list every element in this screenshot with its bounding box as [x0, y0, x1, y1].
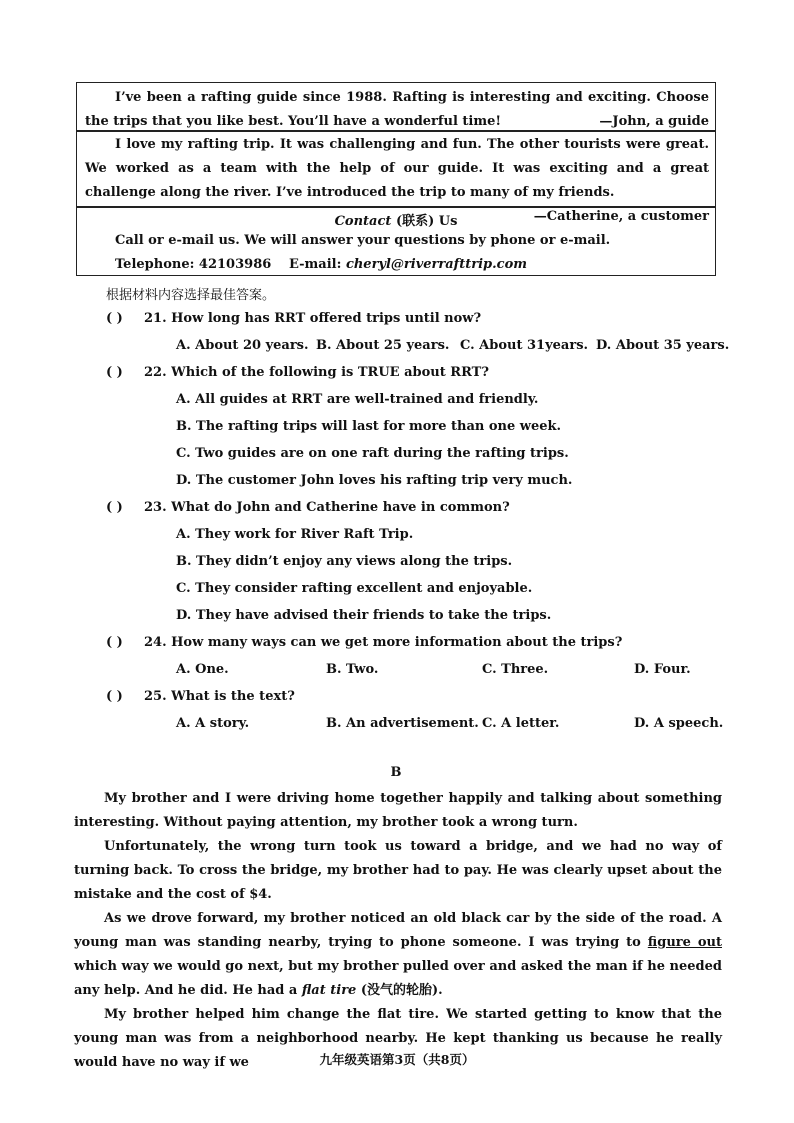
q24-option-c: C. Three. [482, 662, 549, 677]
contact-line: Call or e-mail us. We will answer your questions by phone or e-mail. [115, 233, 611, 248]
question-21-stem: 21. How long has RRT offered trips until now? [144, 311, 482, 326]
question-22-bracket[interactable]: ( ) [106, 365, 123, 380]
passage-b-paragraph-1: My brother and I were driving home together happily and talking about something interesting. Without paying attention, my brother took a wrong turn. [74, 791, 722, 830]
q21-option-c: C. About 31years. [460, 338, 589, 353]
q25-option-b: B. An advertisement. [326, 716, 479, 731]
q21-option-a: A. About 20 years. [176, 338, 309, 353]
guide-quote-text: I’ve been a rafting guide since 1988. Rafting is interesting and exciting. Choose the trips that you like best. You’ll have a wonderful time! [85, 90, 709, 129]
q21-option-b: B. About 25 years. [316, 338, 450, 353]
q23-option-b: B. They didn’t enjoy any views along the trips. [176, 554, 513, 569]
q24-option-a: A. One. [176, 662, 229, 677]
underlined-phrase: figure out [647, 935, 722, 950]
q22-option-a: A. All guides at RRT are well-trained and friendly. [176, 392, 539, 407]
question-24-bracket[interactable]: ( ) [106, 635, 123, 650]
q22-option-d: D. The customer John loves his rafting trip very much. [176, 473, 573, 488]
q21-option-d: D. About 35 years. [596, 338, 730, 353]
customer-quote-text: I love my rafting trip. It was challenging and fun. The other tourists were great. We worked as a team with the help of our guide. It was exciting and a great challenge along the river. I’ve introduced the trip to many of my friends. [85, 137, 709, 200]
passage-b-paragraph-3: As we drove forward, my brother noticed an old black car by the side of the road. A young man was standing nearby, trying to phone someone. I was trying to figure out which way we would go next, but my brother pulled over and asked the man if he needed any help. And he did. He had a flat tire (没气的轮胎). [74, 911, 722, 998]
q23-option-c: C. They consider rafting excellent and enjoyable. [176, 581, 533, 596]
contact-title: Contact (联系) Us [334, 214, 458, 229]
question-24-stem: 24. How many ways can we get more information about the trips? [144, 635, 623, 650]
q25-option-a: A. A story. [176, 716, 250, 731]
question-21-bracket[interactable]: ( ) [106, 311, 123, 326]
italic-phrase: flat tire [301, 983, 357, 998]
question-23-stem: 23. What do John and Catherine have in common? [144, 500, 510, 515]
instructions: 根据材料内容选择最佳答案。 [106, 288, 276, 303]
question-23-bracket[interactable]: ( ) [106, 500, 123, 515]
contact-box [76, 207, 716, 276]
guide-signature: —John, a guide [599, 114, 709, 129]
passage-b-paragraph-4: My brother helped him change the flat tire. We started getting to know that the young man was from a neighborhood nearby. He kept thanking us because he really would have no way if we [74, 1007, 722, 1070]
passage-b-paragraph-2: Unfortunately, the wrong turn took us toward a bridge, and we had no way of turning back. To cross the bridge, my brother had to pay. He was clearly upset about the mistake and the cost of $4. [74, 839, 722, 902]
question-25-bracket[interactable]: ( ) [106, 689, 123, 704]
q23-option-a: A. They work for River Raft Trip. [176, 527, 414, 542]
question-25-stem: 25. What is the text? [144, 689, 295, 704]
q25-option-c: C. A letter. [482, 716, 560, 731]
q22-option-c: C. Two guides are on one raft during the rafting trips. [176, 446, 569, 461]
customer-signature: —Catherine, a customer [533, 209, 709, 224]
q23-option-d: D. They have advised their friends to take the trips. [176, 608, 552, 623]
page-footer: 九年级英语第3页（共8页） [319, 1052, 475, 1067]
q24-option-b: B. Two. [326, 662, 379, 677]
quote-box-guide [76, 82, 716, 131]
q24-option-d: D. Four. [634, 662, 691, 677]
q22-option-b: B. The rafting trips will last for more than one week. [176, 419, 562, 434]
section-b-heading: B [390, 765, 402, 780]
contact-email: E-mail: cheryl@riverrafttrip.com [289, 257, 527, 272]
contact-phone: Telephone: 42103986 [115, 257, 272, 272]
question-22-stem: 22. Which of the following is TRUE about RRT? [144, 365, 489, 380]
q25-option-d: D. A speech. [634, 716, 724, 731]
